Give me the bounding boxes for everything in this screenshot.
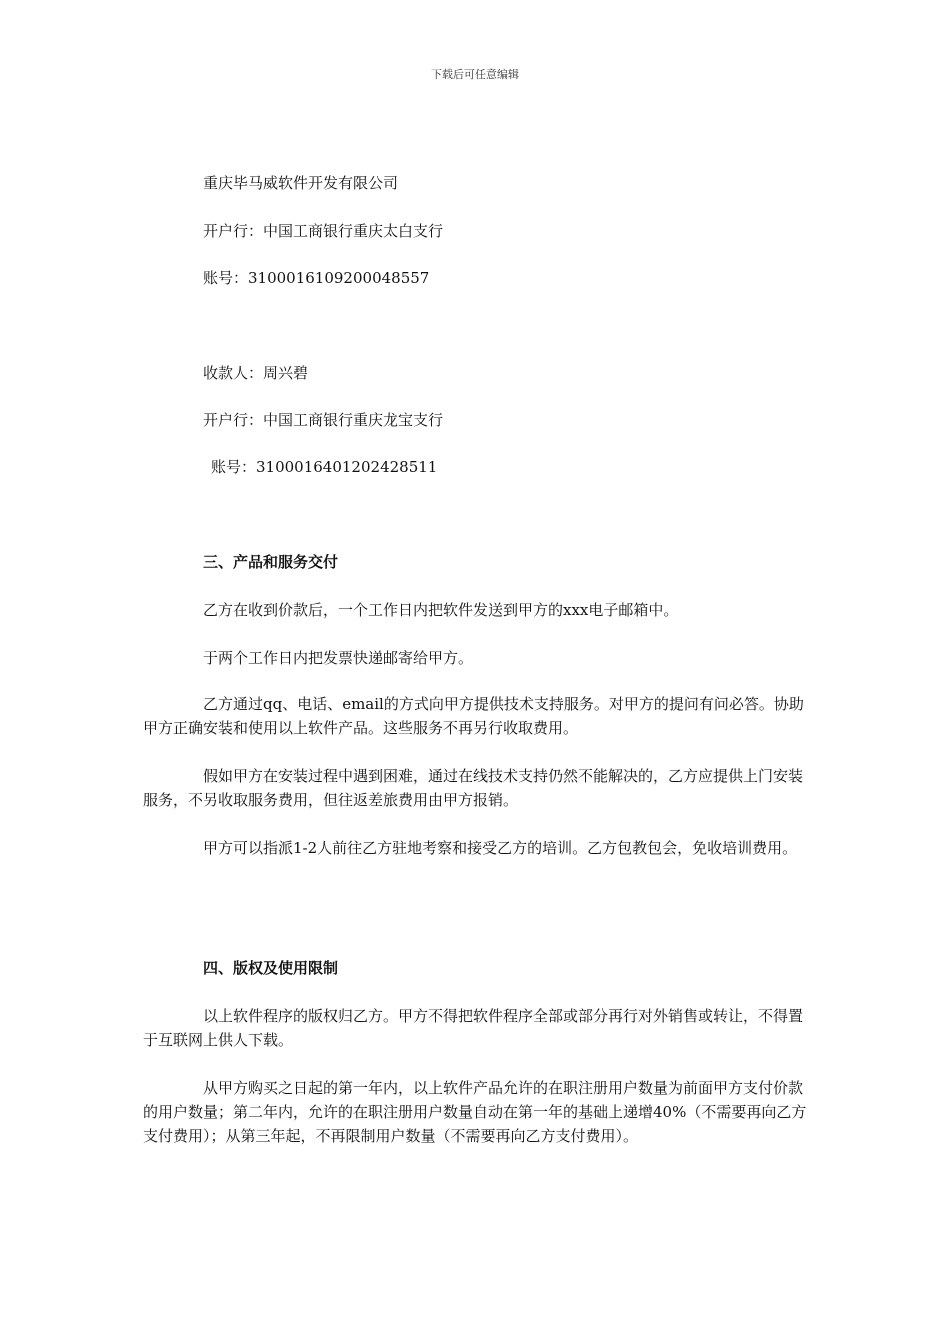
section-4-heading: 四、版权及使用限制 [203,959,339,977]
section-3-paragraph-5: 甲方可以指派1-2人前往乙方驻地考察和接受乙方的培训。乙方包教包会，免收培训费用。 [203,839,798,857]
section-3-paragraph-2: 于两个工作日内把发票快递邮寄给甲方。 [203,649,474,667]
section-4-paragraph-1: 以上软件程序的版权归乙方。甲方不得把软件程序全部或部分再行对外销售或转让，不得置于互联网上供人下载。 [143,1007,804,1049]
company-name: 重庆毕马威软件开发有限公司 [203,174,399,192]
section-3-paragraph-1: 乙方在收到价款后，一个工作日内把软件发送到甲方的xxx电子邮箱中。 [203,601,679,619]
bank-name-2: 开户行：中国工商银行重庆龙宝支行 [203,411,444,429]
section-3-paragraph-3: 乙方通过qq、电话、email的方式向甲方提供技术支持服务。对甲方的提问有问必答。协助甲方正确安装和使用以上软件产品。这些服务不再另行收取费用。 [143,695,804,737]
section-3-heading: 三、产品和服务交付 [203,553,339,571]
page-header: 下载后可任意编辑 [431,68,519,81]
bank-name-1: 开户行：中国工商银行重庆太白支行 [203,222,444,240]
payee-name: 收款人：周兴碧 [203,364,309,382]
section-3-paragraph-4: 假如甲方在安装过程中遇到困难，通过在线技术支持仍然不能解决的，乙方应提供上门安装服务，不另收取服务费用，但往返差旅费用由甲方报销。 [143,767,804,809]
section-4-paragraph-2: 从甲方购买之日起的第一年内，以上软件产品允许的在职注册用户数量为前面甲方支付价款的用户数量；第二年内，允许的在职注册用户数量自动在第一年的基础上递增40%（不需要再向乙方支付费用）；从第三年起，不再限制用户数量（不需要再向乙方支付费用）。 [143,1079,807,1145]
account-number-1: 账号：3100016109200048557 [203,269,430,287]
account-number-2: 账号：3100016401202428511 [211,458,438,476]
